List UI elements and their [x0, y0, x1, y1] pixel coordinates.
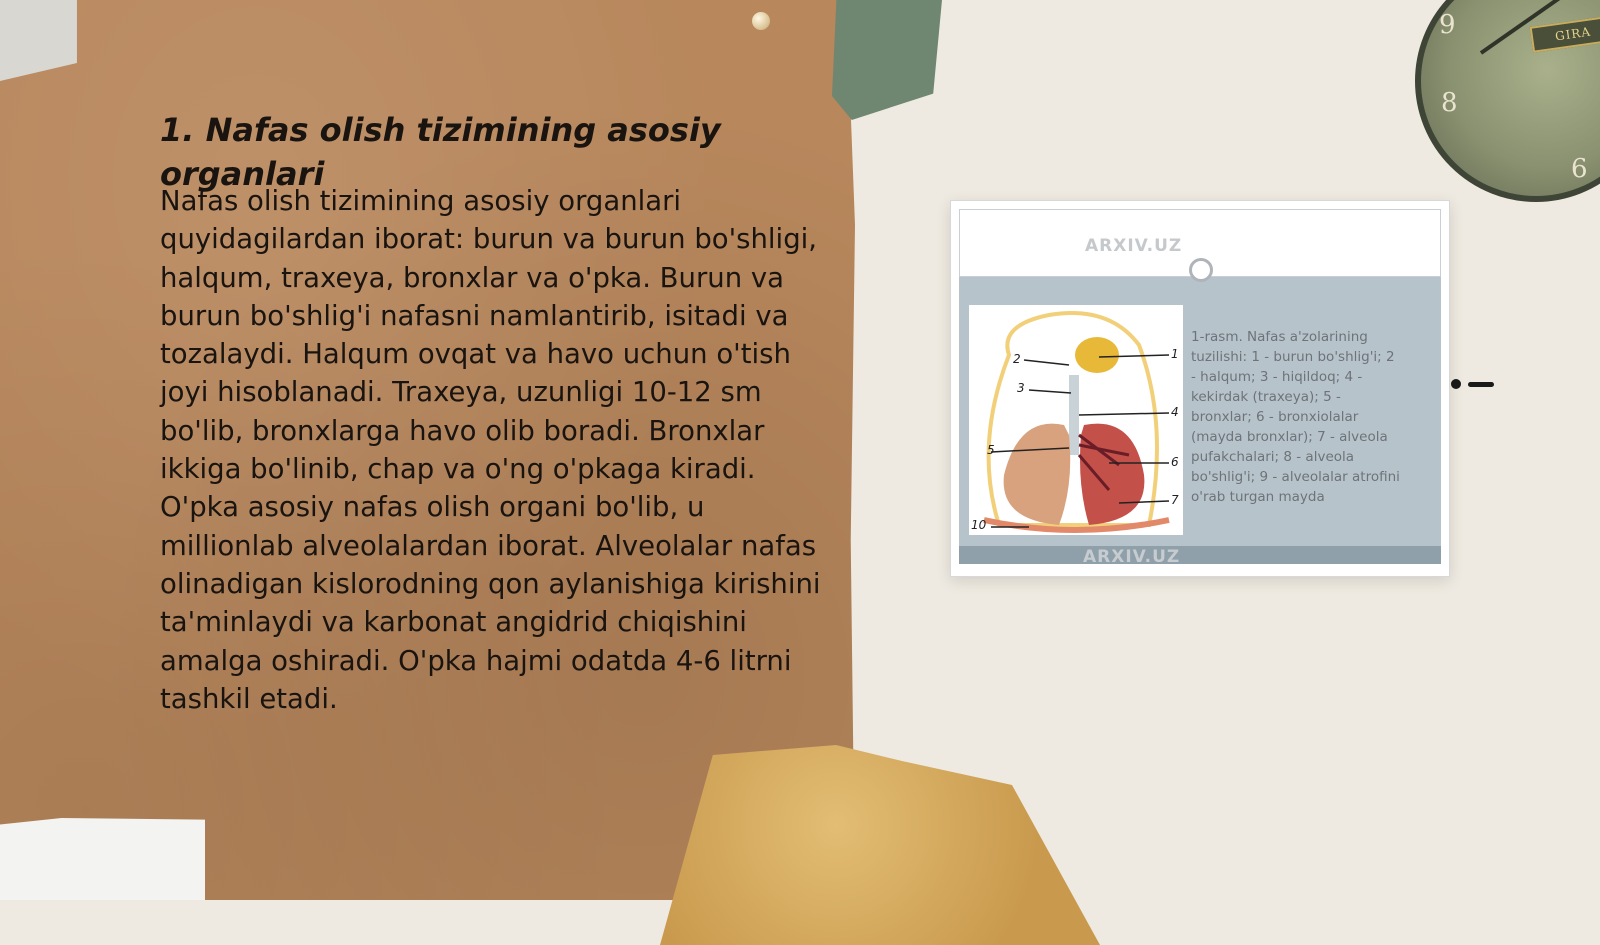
clock-numeral-9: 9 — [1439, 10, 1456, 40]
diagram-label-7: 7 — [1171, 493, 1179, 507]
card-footer — [959, 546, 1441, 564]
diagram-label-5: 5 — [987, 443, 995, 457]
clock-numeral-6: 6 — [1571, 154, 1588, 184]
paper-scrap-bottom-left — [0, 818, 205, 900]
pushpin-icon — [752, 12, 770, 30]
diagram-label-3: 3 — [1017, 381, 1025, 395]
card-body — [959, 277, 1441, 564]
diagram-label-1: 1 — [1171, 347, 1179, 361]
watermark-bottom: ARXIV.UZ — [1083, 547, 1181, 567]
clock-numeral-8: 8 — [1441, 88, 1458, 118]
slide-content — [160, 108, 840, 718]
diagram-label-4: 4 — [1171, 405, 1179, 419]
masking-tape — [832, 0, 942, 120]
clock-brand-plate: GIRA — [1530, 15, 1600, 52]
vintage-clock — [1415, 0, 1600, 202]
diagram-image-card — [950, 200, 1450, 577]
ink-marks — [1450, 377, 1500, 391]
slide-title: 1. Nafas olish tizimining asosiy organlari — [160, 111, 721, 193]
diagram-caption: 1-rasm. Nafas a'zolarining tuzilishi: 1 - burun bo'shlig'i; 2 - halqum; 3 - hiqildoq; 4 - kekirdak (traxeya); 5 - bronxlar; 6 - bronxiolalar (mayda bronxlar); 7 - alveola pufakchalari; 8 - alveola bo'shlig'i; 9 - alveolalar atrofini o'rab turgan mayda — [1191, 329, 1400, 505]
watermark-top: ARXIV.UZ — [1085, 236, 1183, 256]
respiratory-diagram — [969, 305, 1183, 535]
respiratory-diagram-svg — [969, 305, 1183, 535]
slide-body: Nafas olish tizimining asosiy organlari quyidagilardan iborat: burun va burun bo'shligi, halqum, traxeya, bronxlar va o'pka. Burun va burun bo'shlig'i nafasni namlantirib, isitadi va tozalaydi. Halqum ovqat va havo uchun o'tish joyi hisoblanadi. Traxeya, uzunligi 10-12 sm bo'lib, bronxlarga havo olib boradi. Bronxlar ikkiga bo'linib, chap va o'ng o'pkaga kiradi. O'pka asosiy nafas olish organi bo'lib, u millionlab alveolalardan iborat. Alveolalar nafas olinadigan kislorodning qon aylanishiga kirishini ta'minlaydi va karbonat angidrid chiqishini amalga oshiradi. O'pka hajmi odatda 4-6 litrni tashkil etadi. — [160, 185, 821, 715]
decorative-paper-bottom — [660, 745, 1100, 945]
diagram-label-2: 2 — [1013, 352, 1021, 366]
diagram-label-10: 10 — [971, 518, 987, 532]
card-knob — [1189, 258, 1213, 282]
diagram-label-6: 6 — [1171, 455, 1179, 469]
